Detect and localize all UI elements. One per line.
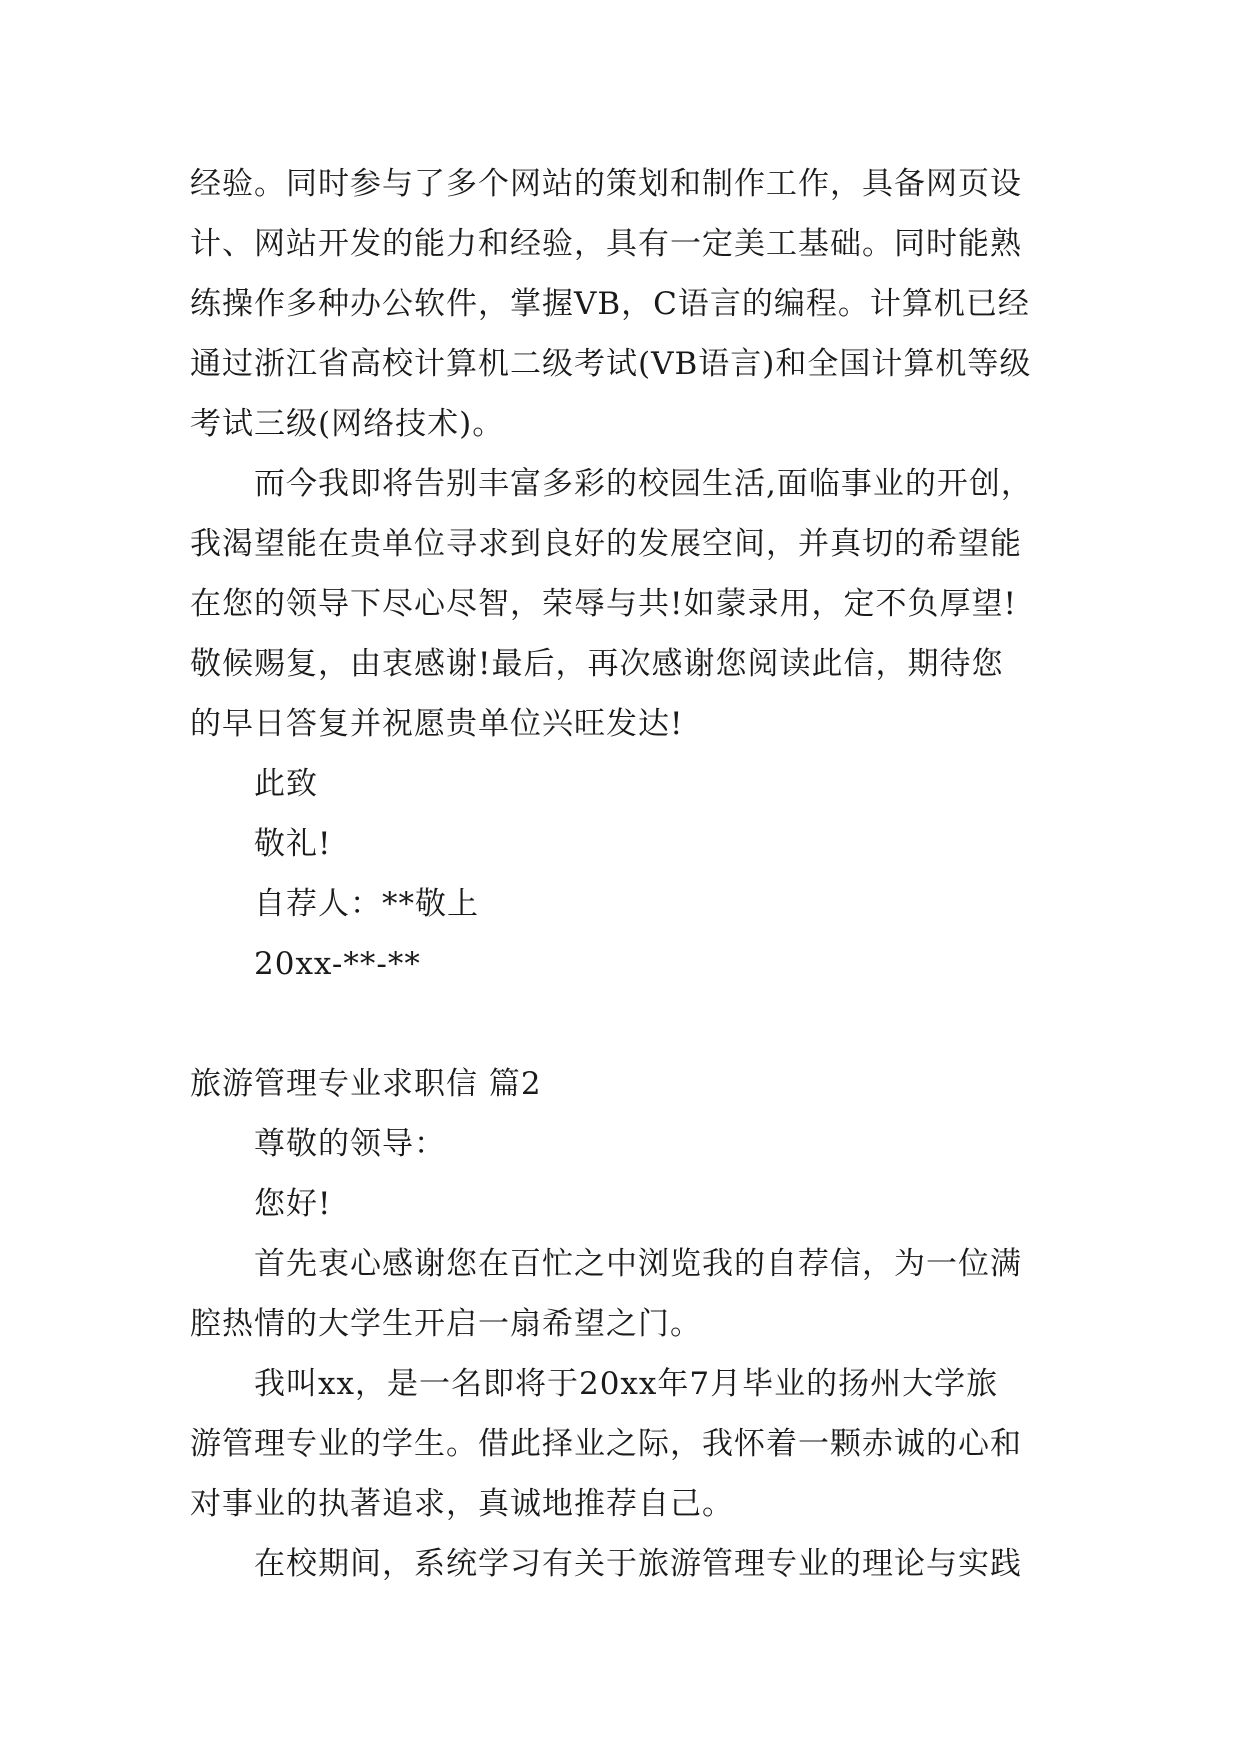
letter-closing (190, 754, 1050, 994)
text-line: 在校期间，系统学习有关于旅游管理专业的理论与实践 (254, 1546, 1022, 1582)
text-line: 我渴望能在贵单位寻求到良好的发展空间，并真切的希望能 (190, 526, 1022, 562)
text-line: 我叫xx，是一名即将于20xx年7月毕业的扬州大学旅 (254, 1366, 999, 1402)
text-line: 腔热情的大学生开启一扇希望之门。 (190, 1306, 702, 1342)
text-line: 敬候赐复，由衷感谢!最后，再次感谢您阅读此信，期待您 (190, 646, 1004, 682)
paragraph-study (190, 1534, 1050, 1594)
text-line: 经验。同时参与了多个网站的策划和制作工作，具备网页设 (190, 166, 1022, 202)
paragraph-introduction (190, 1354, 1050, 1534)
section-title: 旅游管理专业求职信 篇2 (190, 1066, 542, 1102)
paragraph-thanks (190, 1234, 1050, 1354)
text-line: 的早日答复并祝愿贵单位兴旺发达! (190, 706, 684, 742)
text-line: 而今我即将告别丰富多彩的校园生活,面临事业的开创， (254, 466, 1033, 502)
greeting-hello: 您好! (254, 1186, 332, 1222)
text-line: 练操作多种办公软件，掌握VB，C语言的编程。计算机已经 (190, 286, 1030, 322)
closing-greeting: 此致 (254, 766, 318, 802)
closing-salute: 敬礼! (254, 826, 332, 862)
salutation: 尊敬的领导： (254, 1126, 446, 1162)
letter-2 (190, 1114, 1050, 1594)
text-line: 通过浙江省高校计算机二级考试(VB语言)和全国计算机等级 (190, 346, 1032, 382)
text-line: 首先衷心感谢您在百忙之中浏览我的自荐信，为一位满 (254, 1246, 1022, 1282)
text-line: 考试三级(网络技术)。 (190, 406, 505, 442)
paragraph-experience (190, 154, 1050, 454)
text-line: 在您的领导下尽心尽智，荣辱与共!如蒙录用，定不负厚望! (190, 586, 1017, 622)
paragraph-aspiration (190, 454, 1050, 754)
text-line: 游管理专业的学生。借此择业之际，我怀着一颗赤诚的心和 (190, 1426, 1022, 1462)
signature: 自荐人：**敬上 (254, 886, 479, 922)
text-line: 对事业的执著追求，真诚地推荐自己。 (190, 1486, 734, 1522)
document-body (190, 154, 1050, 1594)
date: 20xx-**-** (254, 946, 421, 982)
text-line: 计、网站开发的能力和经验，具有一定美工基础。同时能熟 (190, 226, 1022, 262)
